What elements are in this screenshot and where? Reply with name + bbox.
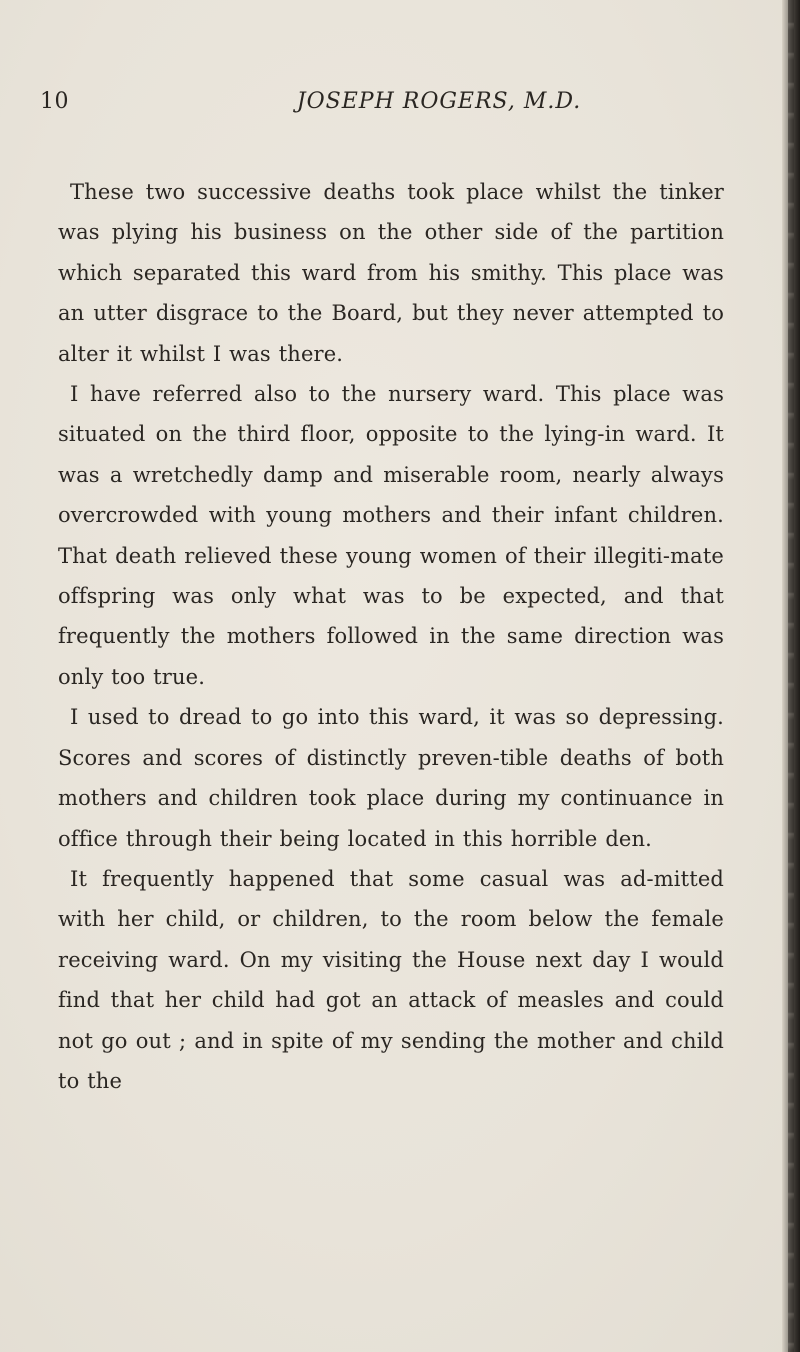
page-edge-binding [788, 0, 794, 1352]
paragraph-2: I have referred also to the nursery ward. This place was situated on the third floor, opposite to the lying-in ward. It was a wretchedly damp and miserable room, nearly always overcrowded with young mothers and their infant children. That death relieved these young women of their illegiti-mate offspring was only what was to be expected, and that frequently the mothers followed in the same direction was only too true. [58, 382, 724, 689]
paragraph-3: I used to dread to go into this ward, it was so depressing. Scores and scores of distinctly preven-tible deaths of both mothers and children took place during my continuance in office through their being located in this horrible den. [58, 705, 724, 851]
running-head: JOSEPH ROGERS, M.D. [296, 89, 582, 114]
page-number: 10 [40, 89, 69, 114]
page-header [40, 84, 740, 120]
body-text [58, 172, 724, 1101]
page-edge-shadow [782, 0, 800, 1352]
paragraph-1: These two successive deaths took place whilst the tinker was plying his business on the other side of the partition which separated this ward from his smithy. This place was an utter disgrace to the Board, but they never attempted to alter it whilst I was there. [58, 180, 724, 366]
paragraph-4: It frequently happened that some casual was ad-mitted with her child, or children, to the room below the female receiving ward. On my visiting the House next day I would find that her child had got an attack of measles and could not go out ; and in spite of my sending the mother and child to the [58, 866, 724, 1093]
